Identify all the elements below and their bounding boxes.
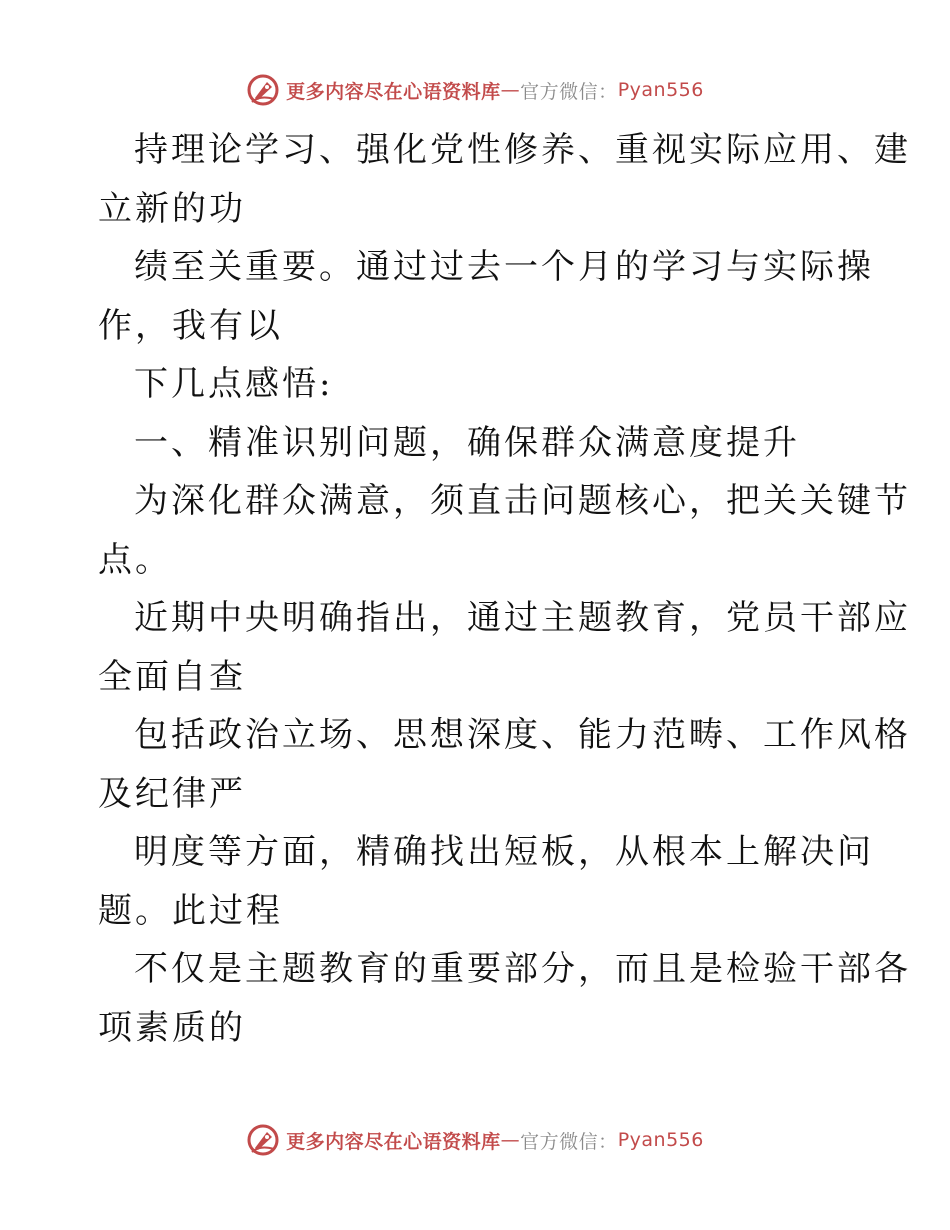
text-line: 持理论学习、强化党性修养、重视实际应用、建 <box>134 130 911 170</box>
header-account-id: Pyan556 <box>617 79 704 101</box>
text-line: 包括政治立场、思想深度、能力范畴、工作风格 <box>134 715 911 755</box>
text-line: 绩至关重要。通过过去一个月的学习与实际操 <box>134 247 874 287</box>
text-line: 点。 <box>98 539 172 580</box>
text-line: 及纪律严 <box>98 773 246 814</box>
footer-official-label: 官方微信： <box>520 1130 618 1153</box>
text-line: 明度等方面，精确找出短板，从根本上解决问 <box>134 832 874 872</box>
section-heading: 一、精准识别问题，确保群众满意度提升 <box>134 422 800 463</box>
header-official-label: 官方微信： <box>520 80 618 103</box>
footer-site-text: 更多内容尽在心语资料库 <box>286 1130 501 1153</box>
text-line: 题。此过程 <box>98 890 283 931</box>
footer-account-id: Pyan556 <box>617 1129 704 1151</box>
text-line: 作，我有以 <box>98 305 283 346</box>
header-site-text: 更多内容尽在心语资料库 <box>286 80 501 103</box>
footer-dash: — <box>500 1129 521 1151</box>
pen-nib-logo-icon <box>246 73 280 107</box>
pen-nib-logo-icon <box>246 1123 280 1157</box>
text-line: 近期中央明确指出，通过主题教育，党员干部应 <box>134 598 911 638</box>
text-line: 下几点感悟: <box>134 364 334 404</box>
text-line: 为深化群众满意，须直击问题核心，把关关键节 <box>134 481 911 521</box>
text-line: 不仅是主题教育的重要部分，而且是检验干部各 <box>134 949 911 989</box>
text-line: 全面自查 <box>98 656 246 697</box>
footer-banner <box>0 1120 950 1160</box>
header-banner <box>0 70 950 110</box>
header-dash: — <box>500 79 521 101</box>
text-line: 项素质的 <box>98 1007 246 1048</box>
text-line: 立新的功 <box>98 188 246 229</box>
body-text <box>98 121 911 1057</box>
